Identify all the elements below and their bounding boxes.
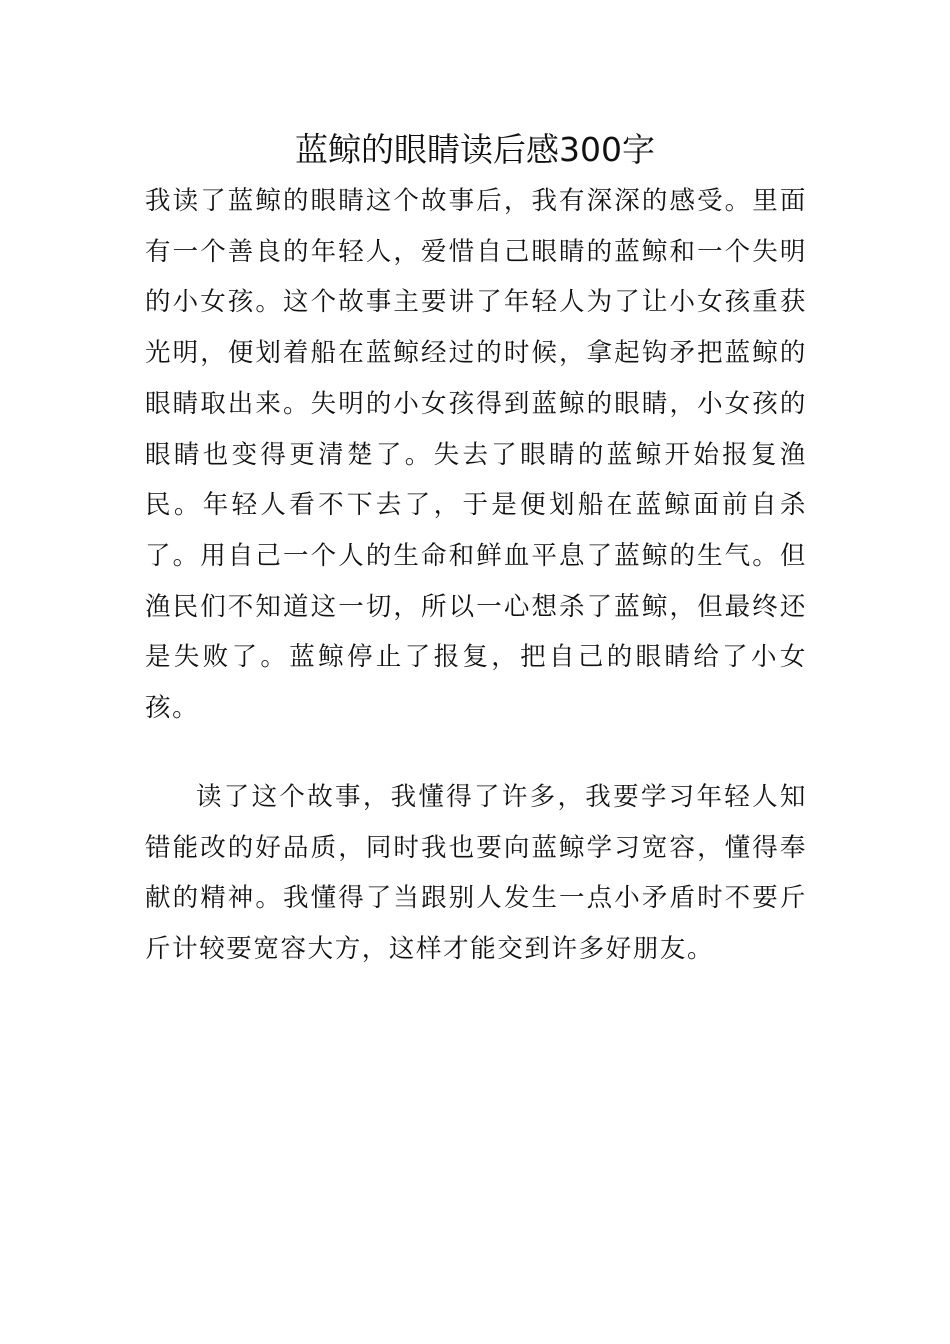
body-paragraph-2: 读了这个故事，我懂得了许多，我要学习年轻人知错能改的好品质，同时我也要向蓝鲸学习宽容，懂得奉献的精神。我懂得了当跟别人发生一点小矛盾时不要斤斤计较要宽容大方，这样才能交到许多好朋友。: [145, 782, 807, 965]
document-title: 蓝鲸的眼睛读后感300字: [295, 130, 655, 169]
body-paragraph-1: 我读了蓝鲸的眼睛这个故事后，我有深深的感受。里面有一个善良的年轻人，爱惜自己眼睛的蓝鲸和一个失明的小女孩。这个故事主要讲了年轻人为了让小女孩重获光明，便划着船在蓝鲸经过的时候，拿起钩矛把蓝鲸的眼睛取出来。失明的小女孩得到蓝鲸的眼睛，小女孩的眼睛也变得更清楚了。失去了眼睛的蓝鲸开始报复渔民。年轻人看不下去了，于是便划船在蓝鲸面前自杀了。用自己一个人的生命和鲜血平息了蓝鲸的生气。但渔民们不知道这一切，所以一心想杀了蓝鲸，但最终还是失败了。蓝鲸停止了报复，把自己的眼睛给了小女孩。: [145, 186, 807, 724]
